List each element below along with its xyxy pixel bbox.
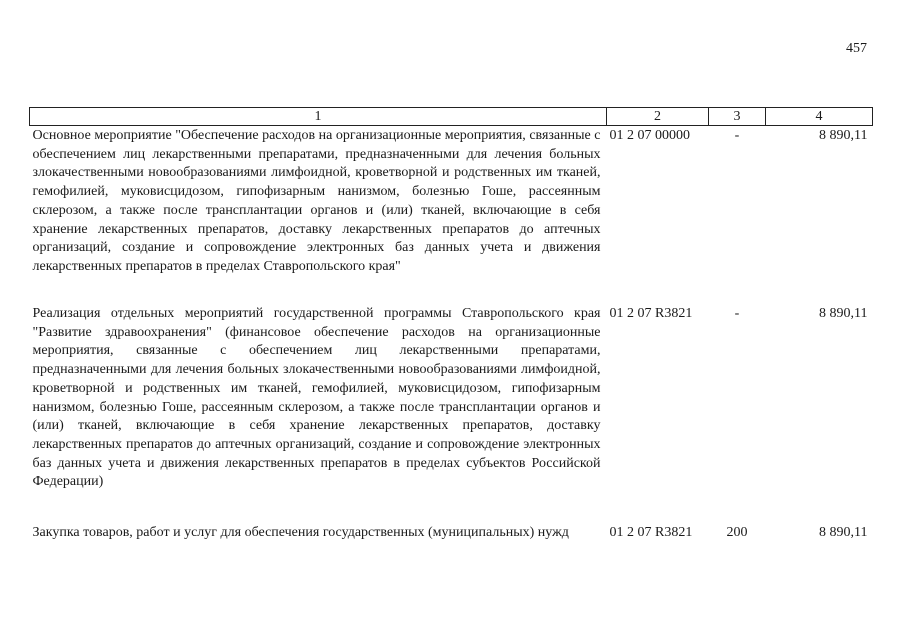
column-header-4: 4 bbox=[766, 108, 873, 126]
row-sum: 8 890,11 bbox=[819, 128, 868, 143]
row-expense-type: 200 bbox=[726, 525, 748, 540]
column-header-2: 2 bbox=[607, 108, 709, 126]
row-name: Реализация отдельных мероприятий государственной программы Ставропольского края "Развитие здравоохранения" (финансовое обеспечение расходов на организационные мероприятия, связанные с обеспечением лиц лекарственными препаратами, предназначенными для лечения больных злокачественными новообразованиями лимфоидной, кроветворной и родственных им тканей, гемофилией, муковисцидозом, гипофизарным нанизмом, болезнью Гоше, рассеянным склерозом, а также после трансплантации органов и (или) тканей, включающие в себя хранение лекарственных препаратов, доставку лекарственных препаратов до аптечных организаций, создание и сопровождение электронных баз данных учета и движения лекарственных препаратов в пределах субъектов Российской Федерации) bbox=[32, 306, 601, 490]
table-body bbox=[30, 126, 873, 565]
row-code: 01 2 07 00000 bbox=[609, 128, 690, 143]
row-expense-type: - bbox=[734, 128, 740, 143]
table-header bbox=[30, 108, 873, 126]
row-name: Основное мероприятие "Обеспечение расходов на организационные мероприятия, связанные с обеспечением лиц лекарственными препаратами, предназначенными для лечения больных злокачественными новообразованиями лимфоидной, кроветворной и родственных им тканей, гемофилией, муковисцидозом, гипофизарным нанизмом, болезнью Гоше, рассеянным склерозом, а также после трансплантации органов и (или) тканей, включающие в себя хранение лекарственных препаратов, доставку лекарственных препаратов до аптечных организаций, создание и сопровождение электронных баз данных учета и движения лекарственных препаратов в пределах Ставропольского края" bbox=[32, 128, 601, 274]
page-number: 457 bbox=[846, 41, 867, 56]
row-sum: 8 890,11 bbox=[819, 525, 868, 540]
column-header-1: 1 bbox=[30, 108, 607, 126]
table-header-row bbox=[30, 108, 873, 126]
row-name: Закупка товаров, работ и услуг для обеспечения государственных (муниципальных) нужд bbox=[32, 525, 569, 540]
budget-table bbox=[29, 107, 873, 564]
table-row bbox=[30, 126, 873, 305]
row-code: 01 2 07 R3821 bbox=[609, 525, 693, 540]
table-row bbox=[30, 304, 873, 523]
table-row bbox=[30, 523, 873, 564]
row-code: 01 2 07 R3821 bbox=[609, 306, 693, 321]
column-header-3: 3 bbox=[709, 108, 766, 126]
row-sum: 8 890,11 bbox=[819, 306, 868, 321]
row-expense-type: - bbox=[734, 306, 740, 321]
